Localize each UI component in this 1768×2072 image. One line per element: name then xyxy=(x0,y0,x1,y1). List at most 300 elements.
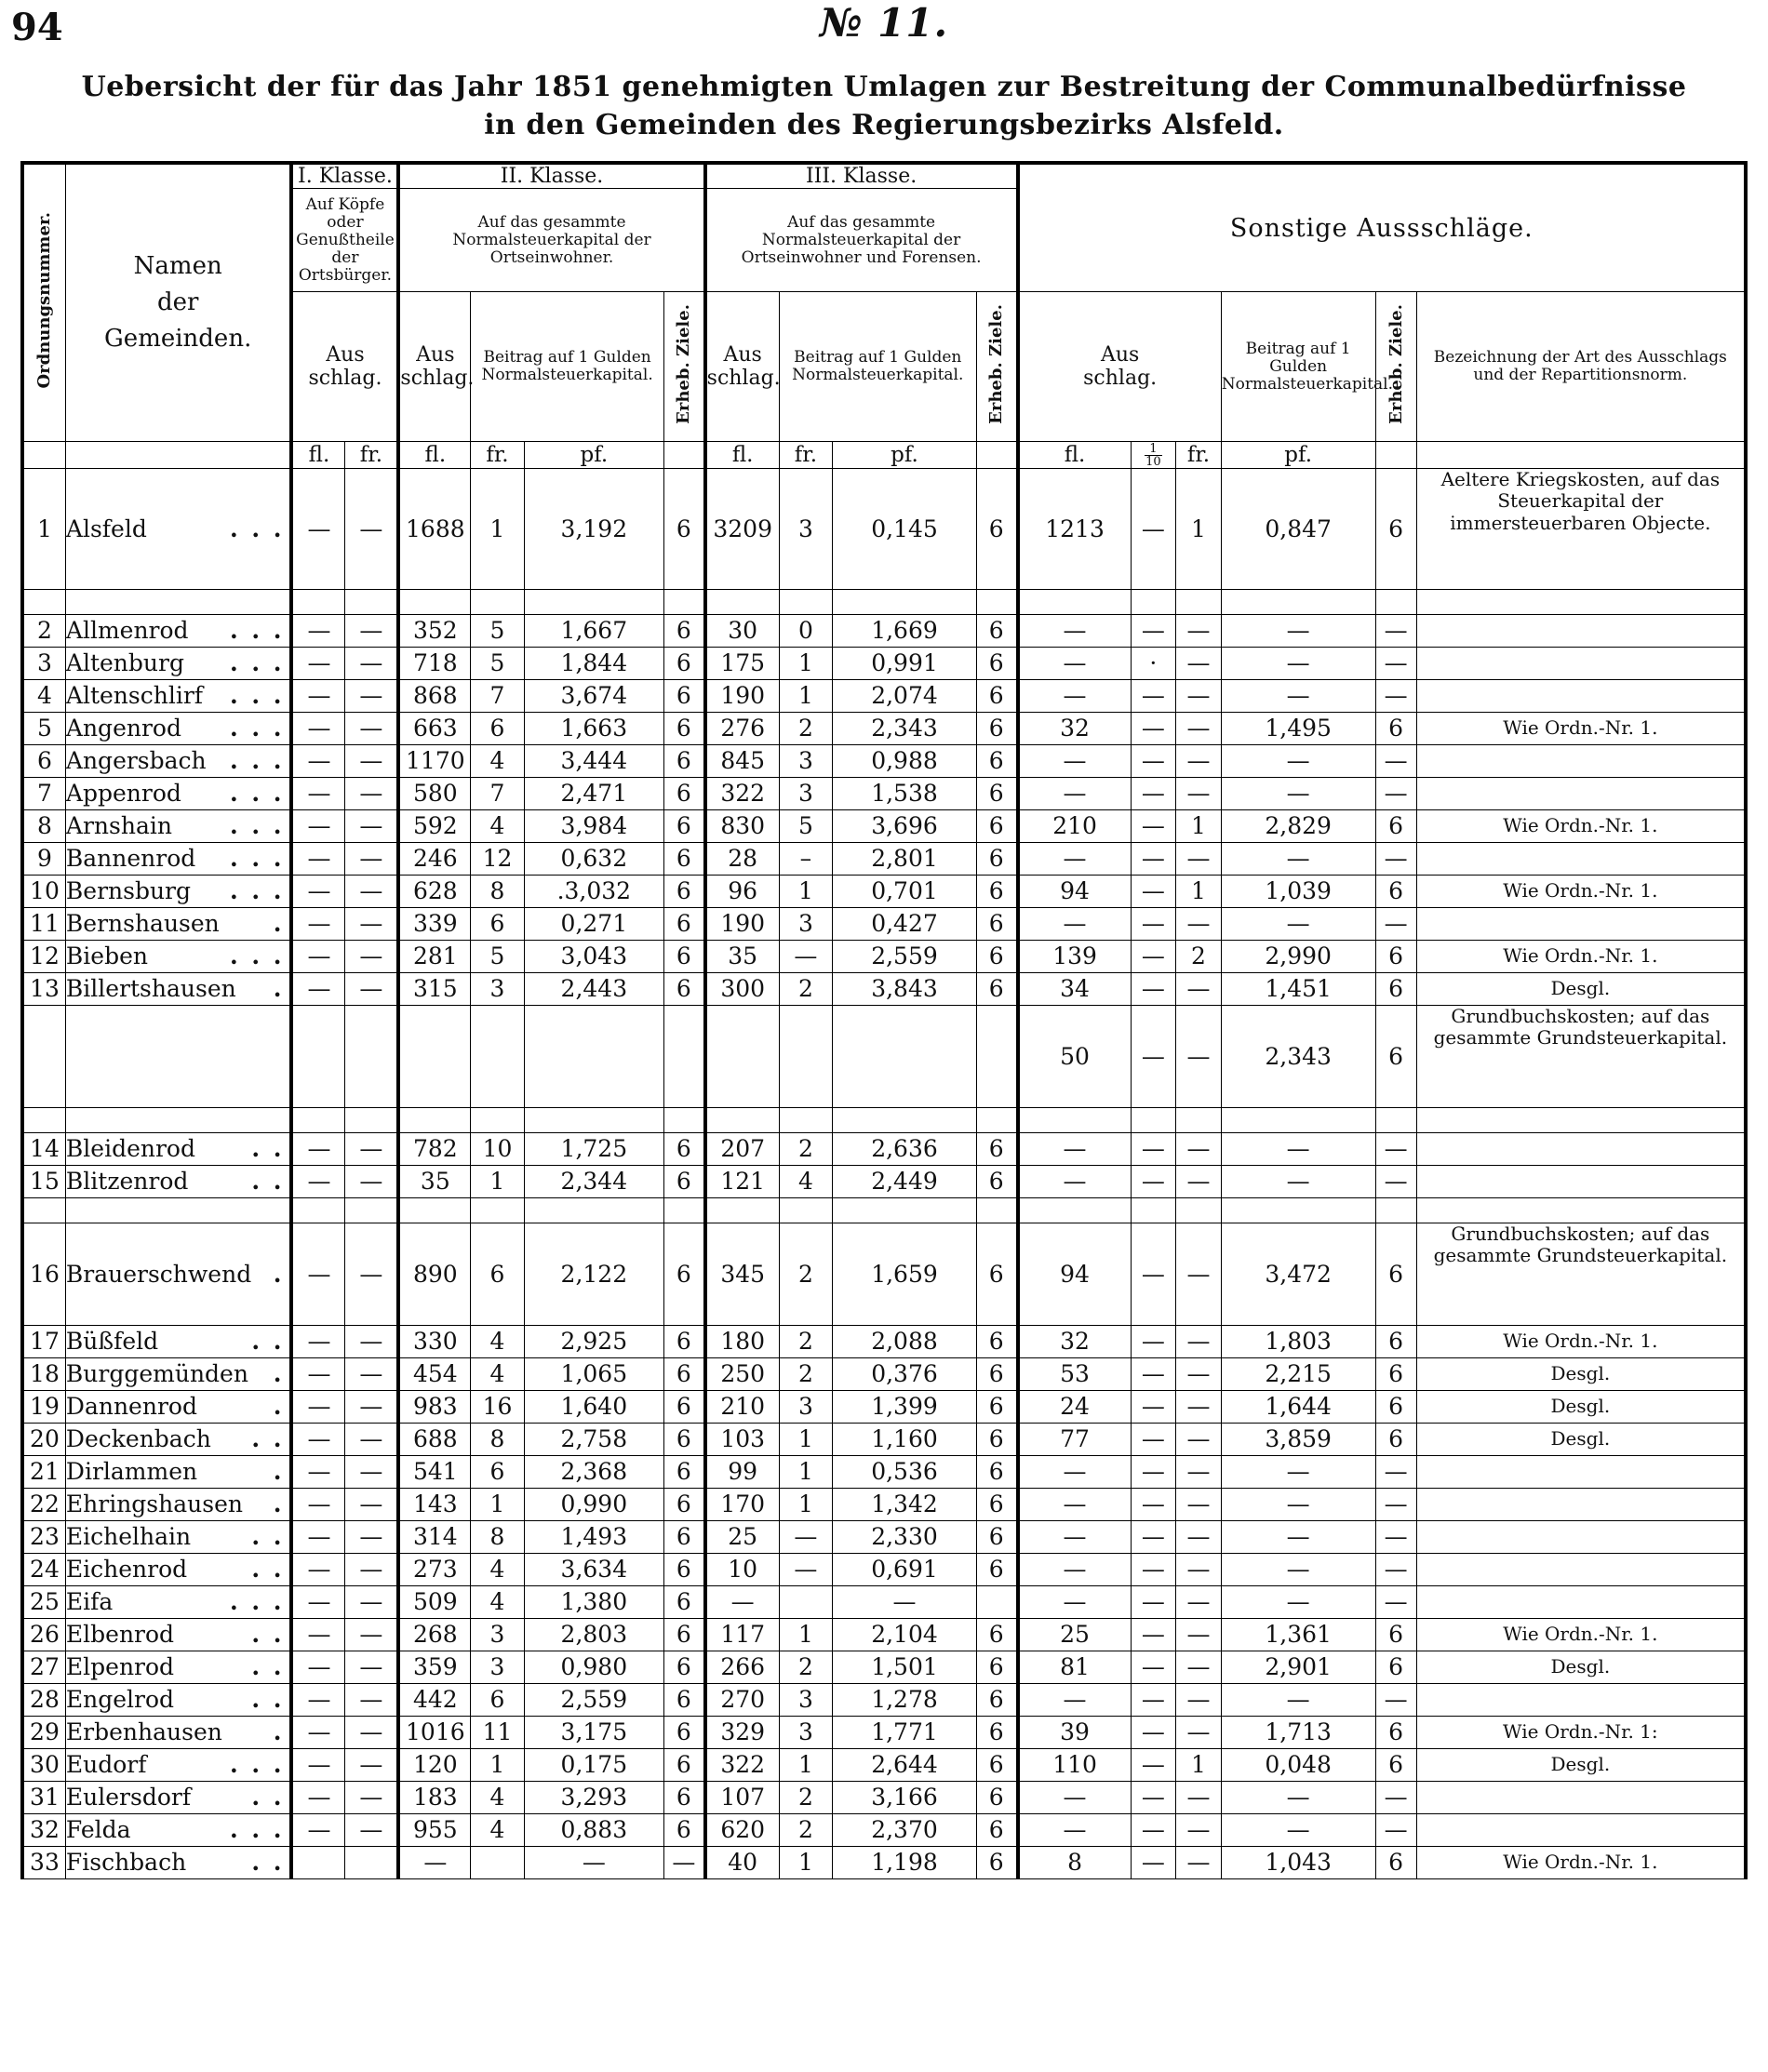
row-spacer xyxy=(22,1107,1746,1132)
cell-k3-pf: 1,501 xyxy=(833,1651,977,1683)
table-row[interactable] xyxy=(22,1585,1746,1618)
cell-k1-fl: — xyxy=(291,1748,344,1781)
cell-k1-fl: — xyxy=(291,940,344,972)
cell-gemeinde-name xyxy=(65,1781,291,1813)
table-row[interactable] xyxy=(22,1357,1746,1390)
cell-s-pf: — xyxy=(1221,1132,1375,1165)
cell-k3-fr: 3 xyxy=(779,907,832,940)
cell-k3-erhebziele: 6 xyxy=(976,1223,1017,1325)
table-row[interactable] xyxy=(22,972,1746,1005)
cell-bezeichnung: Wie Ordn.-Nr. 1. xyxy=(1416,1618,1746,1651)
cell-s-fr: — xyxy=(1176,1813,1222,1846)
cell-k1-fl xyxy=(291,1005,344,1107)
cell-k2-fl: 281 xyxy=(398,940,470,972)
cell-gemeinde-name xyxy=(65,1455,291,1488)
col-header-bezeichnung: Bezeichnung der Art des Ausschlags und der Repartitionsnorm. xyxy=(1416,292,1746,442)
cell-k1-fl: — xyxy=(291,1781,344,1813)
k1-ausschlag-l2: schlag. xyxy=(308,367,382,391)
cell-bezeichnung xyxy=(1416,1455,1746,1488)
communal-levies-table xyxy=(20,161,1748,1879)
cell-k1-fl: — xyxy=(291,647,344,679)
cell-gemeinde-name xyxy=(65,1390,291,1423)
cell-k2-fl: 268 xyxy=(398,1618,470,1651)
table-row[interactable] xyxy=(22,1651,1746,1683)
table-row[interactable] xyxy=(22,1618,1746,1651)
col-header-klasse3: III. Klasse. xyxy=(705,163,1018,189)
cell-bezeichnung: Grundbuchskosten; auf das gesammte Grundsteuerkapital. xyxy=(1416,1005,1746,1107)
cell-k3-erhebziele: 6 xyxy=(976,647,1017,679)
cell-k1-fl: — xyxy=(291,1165,344,1197)
spacer-cell xyxy=(976,1197,1017,1223)
cell-s-fr: 1 xyxy=(1176,809,1222,842)
cell-k3-fl xyxy=(705,1005,780,1107)
table-row[interactable] xyxy=(22,1813,1746,1846)
cell-k3-fl: 322 xyxy=(705,777,780,809)
leader-dots: . . . xyxy=(229,812,285,840)
table-row[interactable] xyxy=(22,1455,1746,1488)
cell-bezeichnung xyxy=(1416,777,1746,809)
cell-s-pf: — xyxy=(1221,1455,1375,1488)
cell-k1-fl: — xyxy=(291,1520,344,1553)
cell-s-zehntel: — xyxy=(1131,1651,1176,1683)
leader-dots: . . . xyxy=(229,780,285,808)
cell-ordnungsnummer: 30 xyxy=(22,1748,65,1781)
col-header-klasse1-sub: Auf Köpfe oder Genußtheile der Ortsbürger. xyxy=(291,189,398,292)
cell-s-pf: 1,644 xyxy=(1221,1390,1375,1423)
cell-ordnungsnummer: 16 xyxy=(22,1223,65,1325)
cell-k1-fl: — xyxy=(291,1455,344,1488)
cell-s-erhebziele: — xyxy=(1375,1553,1416,1585)
table-row[interactable] xyxy=(22,777,1746,809)
cell-k1-fr: — xyxy=(345,614,398,647)
cell-bezeichnung: Desgl. xyxy=(1416,1748,1746,1781)
spacer-cell xyxy=(1018,589,1132,614)
cell-bezeichnung: Wie Ordn.-Nr. 1. xyxy=(1416,712,1746,744)
cell-s-erhebziele: — xyxy=(1375,1813,1416,1846)
cell-s-zehntel: — xyxy=(1131,1618,1176,1651)
table-row[interactable] xyxy=(22,1846,1746,1878)
cell-s-erhebziele: 6 xyxy=(1375,940,1416,972)
col-header-k3-erhebziele xyxy=(976,292,1017,442)
cell-k3-fr: 1 xyxy=(779,1748,832,1781)
cell-k2-fr: 11 xyxy=(471,1716,524,1748)
spacer-cell xyxy=(705,1197,780,1223)
cell-s-zehntel: — xyxy=(1131,1223,1176,1325)
cell-s-pf: — xyxy=(1221,647,1375,679)
cell-k2-pf: 1,667 xyxy=(524,614,663,647)
cell-ordnungsnummer: 22 xyxy=(22,1488,65,1520)
cell-ordnungsnummer: 2 xyxy=(22,614,65,647)
cell-s-zehntel: — xyxy=(1131,679,1176,712)
cell-s-fl: 210 xyxy=(1018,809,1132,842)
cell-s-zehntel: — xyxy=(1131,1748,1176,1781)
spacer-cell xyxy=(1131,589,1176,614)
cell-s-zehntel: — xyxy=(1131,1132,1176,1165)
cell-k2-pf: 3,984 xyxy=(524,809,663,842)
cell-k3-fr: — xyxy=(779,940,832,972)
cell-bezeichnung xyxy=(1416,744,1746,777)
cell-k2-erhebziele: 6 xyxy=(663,875,704,907)
cell-k2-fr: 5 xyxy=(471,614,524,647)
spacer-cell xyxy=(65,1197,291,1223)
cell-k2-fr: 10 xyxy=(471,1132,524,1165)
cell-s-zehntel: — xyxy=(1131,1488,1176,1520)
cell-s-zehntel: — xyxy=(1131,1357,1176,1390)
table-row[interactable] xyxy=(22,679,1746,712)
cell-gemeinde-name xyxy=(65,1423,291,1455)
cell-k2-fl: 35 xyxy=(398,1165,470,1197)
table-row[interactable] xyxy=(22,1748,1746,1781)
cell-k2-erhebziele: 6 xyxy=(663,1716,704,1748)
cell-s-fr: — xyxy=(1176,777,1222,809)
cell-k3-fl: 175 xyxy=(705,647,780,679)
unit-k2-fl: fl. xyxy=(398,442,470,469)
cell-bezeichnung xyxy=(1416,1683,1746,1716)
cell-k2-fr xyxy=(471,1005,524,1107)
table-row[interactable] xyxy=(22,647,1746,679)
cell-k1-fr: — xyxy=(345,875,398,907)
cell-s-fr: 2 xyxy=(1176,940,1222,972)
cell-s-erhebziele: 6 xyxy=(1375,1223,1416,1325)
cell-gemeinde-name xyxy=(65,1716,291,1748)
col-header-klasse2: II. Klasse. xyxy=(398,163,704,189)
table-row[interactable] xyxy=(22,1683,1746,1716)
cell-bezeichnung: Desgl. xyxy=(1416,1357,1746,1390)
table-row[interactable] xyxy=(22,468,1746,589)
cell-k3-fl: — xyxy=(705,1585,780,1618)
cell-k2-pf: 0,271 xyxy=(524,907,663,940)
table-row[interactable] xyxy=(22,1423,1746,1455)
s-ausschlag-l2: schlag. xyxy=(1083,367,1158,391)
table-row[interactable] xyxy=(22,1005,1746,1107)
cell-s-fl: — xyxy=(1018,1520,1132,1553)
table-row[interactable] xyxy=(22,1488,1746,1520)
cell-s-erhebziele: — xyxy=(1375,907,1416,940)
cell-s-pf: 1,039 xyxy=(1221,875,1375,907)
cell-k2-fr: 6 xyxy=(471,1223,524,1325)
cell-k3-pf: 1,278 xyxy=(833,1683,977,1716)
cell-k2-erhebziele: 6 xyxy=(663,972,704,1005)
cell-s-fr: — xyxy=(1176,1132,1222,1165)
cell-k1-fr: — xyxy=(345,809,398,842)
cell-k2-erhebziele: 6 xyxy=(663,907,704,940)
table-row[interactable] xyxy=(22,712,1746,744)
unit-k3-fr: fr. xyxy=(779,442,832,469)
cell-k1-fl: — xyxy=(291,1357,344,1390)
cell-k3-fl: 28 xyxy=(705,842,780,875)
cell-k1-fl: — xyxy=(291,1223,344,1325)
table-row[interactable] xyxy=(22,1553,1746,1585)
leader-dots: . xyxy=(273,975,285,1003)
leader-dots: . . xyxy=(251,1784,285,1811)
cell-s-fl: — xyxy=(1018,679,1132,712)
cell-k2-erhebziele: 6 xyxy=(663,809,704,842)
col-header-k3-beitrag: Beitrag auf 1 Gulden Normalsteuerkapital. xyxy=(779,292,976,442)
col-header-sonstige: Sonstige Aussschläge. xyxy=(1018,163,1746,292)
cell-k2-fr: 5 xyxy=(471,647,524,679)
cell-k2-fl: 183 xyxy=(398,1781,470,1813)
cell-k2-fl: 273 xyxy=(398,1553,470,1585)
cell-s-fl: 1213 xyxy=(1018,468,1132,589)
cell-ordnungsnummer: 24 xyxy=(22,1553,65,1585)
leader-dots: . xyxy=(273,1718,285,1746)
spacer-cell xyxy=(1018,1197,1132,1223)
spacer-cell xyxy=(833,1197,977,1223)
cell-k1-fl: — xyxy=(291,1553,344,1585)
cell-k3-pf: 0,145 xyxy=(833,468,977,589)
cell-k3-erhebziele: 6 xyxy=(976,712,1017,744)
cell-k3-fl: 322 xyxy=(705,1748,780,1781)
cell-s-erhebziele: 6 xyxy=(1375,1748,1416,1781)
cell-s-erhebziele: — xyxy=(1375,679,1416,712)
col-header-k2-ausschlag xyxy=(398,292,475,442)
spacer-cell xyxy=(65,589,291,614)
cell-s-pf: 1,451 xyxy=(1221,972,1375,1005)
cell-s-pf: 3,859 xyxy=(1221,1423,1375,1455)
cell-s-zehntel: — xyxy=(1131,907,1176,940)
row-spacer xyxy=(22,589,1746,614)
gemeinde-label: Altenschlirf xyxy=(65,682,204,710)
cell-k3-fl: 180 xyxy=(705,1325,780,1357)
cell-s-pf: — xyxy=(1221,744,1375,777)
cell-ordnungsnummer: 20 xyxy=(22,1423,65,1455)
gemeinde-label: Eulersdorf xyxy=(65,1784,192,1811)
cell-s-fl: — xyxy=(1018,1553,1132,1585)
cell-k2-fl: 1688 xyxy=(398,468,470,589)
leader-dots: . . . xyxy=(229,515,285,542)
cell-s-fr: — xyxy=(1176,1585,1222,1618)
cell-gemeinde-name xyxy=(65,777,291,809)
cell-k3-fr: 3 xyxy=(779,468,832,589)
cell-k3-fl: 300 xyxy=(705,972,780,1005)
table-row[interactable] xyxy=(22,1781,1746,1813)
cell-gemeinde-name xyxy=(65,907,291,940)
table-row[interactable] xyxy=(22,842,1746,875)
cell-k2-fr: 3 xyxy=(471,1618,524,1651)
cell-k3-fr xyxy=(779,1005,832,1107)
cell-k3-pf: 2,644 xyxy=(833,1748,977,1781)
col-header-k2-beitrag: Beitrag auf 1 Gulden Normalsteuerkapital. xyxy=(471,292,664,442)
spacer-cell xyxy=(833,589,977,614)
cell-s-pf: 0,847 xyxy=(1221,468,1375,589)
cell-k2-pf: 1,493 xyxy=(524,1520,663,1553)
cell-k3-pf: 3,166 xyxy=(833,1781,977,1813)
cell-k3-pf: 2,559 xyxy=(833,940,977,972)
cell-ordnungsnummer: 23 xyxy=(22,1520,65,1553)
cell-bezeichnung xyxy=(1416,1781,1746,1813)
cell-k2-pf: 3,175 xyxy=(524,1716,663,1748)
cell-s-fl: 77 xyxy=(1018,1423,1132,1455)
cell-k2-fr: 7 xyxy=(471,777,524,809)
cell-s-erhebziele: 6 xyxy=(1375,1325,1416,1357)
cell-s-pf: 2,343 xyxy=(1221,1005,1375,1107)
spacer-cell xyxy=(1131,1197,1176,1223)
table-row[interactable] xyxy=(22,875,1746,907)
cell-s-zehntel: — xyxy=(1131,712,1176,744)
cell-k2-pf: 2,803 xyxy=(524,1618,663,1651)
cell-k3-fl: 30 xyxy=(705,614,780,647)
cell-k2-pf: 3,293 xyxy=(524,1781,663,1813)
unit-s-fr: fr. xyxy=(1176,442,1222,469)
cell-s-erhebziele: — xyxy=(1375,614,1416,647)
cell-k2-fr: 4 xyxy=(471,744,524,777)
cell-k3-fl: 329 xyxy=(705,1716,780,1748)
cell-s-erhebziele: 6 xyxy=(1375,809,1416,842)
spacer-cell xyxy=(663,1107,704,1132)
cell-k2-pf: 2,443 xyxy=(524,972,663,1005)
spacer-cell xyxy=(1416,589,1746,614)
cell-k2-fr: 1 xyxy=(471,1488,524,1520)
cell-k2-erhebziele: 6 xyxy=(663,1455,704,1488)
gemeinde-label: Deckenbach xyxy=(65,1425,211,1453)
ordnungsnummer-label: Ordnungsnummer. xyxy=(34,211,55,389)
cell-k1-fr xyxy=(345,1846,398,1878)
cell-k3-fr: 1 xyxy=(779,1618,832,1651)
table-row[interactable] xyxy=(22,809,1746,842)
cell-s-pf: 2,829 xyxy=(1221,809,1375,842)
spacer-cell xyxy=(976,1107,1017,1132)
table-row[interactable] xyxy=(22,940,1746,972)
cell-k3-pf: 0,536 xyxy=(833,1455,977,1488)
spacer-cell xyxy=(1375,1197,1416,1223)
cell-bezeichnung xyxy=(1416,1553,1746,1585)
cell-k1-fl: — xyxy=(291,1585,344,1618)
cell-k1-fr: — xyxy=(345,1651,398,1683)
gemeinde-label: Appenrod xyxy=(65,780,181,808)
table-row[interactable] xyxy=(22,1132,1746,1165)
cell-k1-fr: — xyxy=(345,940,398,972)
cell-s-fr: — xyxy=(1176,1716,1222,1748)
cell-s-pf: — xyxy=(1221,614,1375,647)
gemeinde-label: Büßfeld xyxy=(65,1328,159,1356)
leader-dots: . . xyxy=(251,1849,285,1877)
spacer-cell xyxy=(833,1107,977,1132)
cell-s-erhebziele: 6 xyxy=(1375,1423,1416,1455)
spacer-cell xyxy=(663,1197,704,1223)
cell-k2-fl: 314 xyxy=(398,1520,470,1553)
cell-k2-fl: — xyxy=(398,1846,470,1878)
cell-k1-fl: — xyxy=(291,875,344,907)
cell-k2-fl: 120 xyxy=(398,1748,470,1781)
cell-bezeichnung xyxy=(1416,1813,1746,1846)
cell-k3-erhebziele: 6 xyxy=(976,940,1017,972)
cell-k3-erhebziele: 6 xyxy=(976,777,1017,809)
table-row[interactable] xyxy=(22,907,1746,940)
cell-s-erhebziele: 6 xyxy=(1375,468,1416,589)
cell-k2-fr: 4 xyxy=(471,1781,524,1813)
cell-s-fl: 32 xyxy=(1018,712,1132,744)
spacer-cell xyxy=(1176,589,1222,614)
cell-s-pf: — xyxy=(1221,1813,1375,1846)
cell-k1-fr: — xyxy=(345,1553,398,1585)
cell-s-erhebziele: 6 xyxy=(1375,1716,1416,1748)
table-row[interactable] xyxy=(22,1390,1746,1423)
cell-k3-fr: 1 xyxy=(779,1488,832,1520)
cell-bezeichnung xyxy=(1416,1520,1746,1553)
cell-k1-fr: — xyxy=(345,1716,398,1748)
table-row[interactable] xyxy=(22,1223,1746,1325)
cell-k2-pf xyxy=(524,1005,663,1107)
cell-k3-pf: 2,088 xyxy=(833,1325,977,1357)
table-row[interactable] xyxy=(22,1716,1746,1748)
table-row[interactable] xyxy=(22,614,1746,647)
cell-gemeinde-name xyxy=(65,1748,291,1781)
cell-k3-fl: 276 xyxy=(705,712,780,744)
row-spacer xyxy=(22,1197,1746,1223)
table-row[interactable] xyxy=(22,1520,1746,1553)
cell-s-fr: — xyxy=(1176,614,1222,647)
col-header-s-erhebziele xyxy=(1375,292,1416,442)
cell-s-erhebziele: — xyxy=(1375,647,1416,679)
cell-k2-erhebziele: 6 xyxy=(663,940,704,972)
spacer-cell xyxy=(705,1107,780,1132)
cell-s-erhebziele: 6 xyxy=(1375,875,1416,907)
gemeinde-label: Bleidenrod xyxy=(65,1135,195,1163)
spacer-cell xyxy=(779,1197,832,1223)
cell-bezeichnung: Wie Ordn.-Nr. 1. xyxy=(1416,940,1746,972)
cell-k1-fr: — xyxy=(345,1748,398,1781)
cell-ordnungsnummer: 11 xyxy=(22,907,65,940)
cell-s-fl: — xyxy=(1018,1813,1132,1846)
cell-k2-erhebziele: 6 xyxy=(663,1585,704,1618)
leader-dots: . . . xyxy=(229,682,285,710)
leader-dots: . . . xyxy=(229,649,285,677)
cell-k3-fl: 40 xyxy=(705,1846,780,1878)
cell-gemeinde-name xyxy=(65,1165,291,1197)
cell-k2-erhebziele: 6 xyxy=(663,744,704,777)
leader-dots: . . xyxy=(251,1168,285,1196)
cell-s-zehntel: — xyxy=(1131,1005,1176,1107)
cell-s-fl: 94 xyxy=(1018,1223,1132,1325)
leader-dots: . . xyxy=(251,1328,285,1356)
col-header-s-beitrag: Beitrag auf 1 Gulden Normalsteuerkapital. xyxy=(1221,292,1375,442)
cell-k3-pf: 3,843 xyxy=(833,972,977,1005)
k2-ausschlag-l2: schlag. xyxy=(400,367,475,391)
cell-k2-pf: 0,980 xyxy=(524,1651,663,1683)
gemeinde-label: Allmenrod xyxy=(65,617,189,645)
cell-k2-fr: 16 xyxy=(471,1390,524,1423)
cell-k2-fl: 688 xyxy=(398,1423,470,1455)
cell-k3-fr: 2 xyxy=(779,1651,832,1683)
cell-k3-erhebziele: 6 xyxy=(976,1165,1017,1197)
spacer-cell xyxy=(471,1197,524,1223)
cell-k2-pf: 1,380 xyxy=(524,1585,663,1618)
cell-k2-erhebziele: 6 xyxy=(663,614,704,647)
cell-bezeichnung: Desgl. xyxy=(1416,972,1746,1005)
spacer-cell xyxy=(398,589,470,614)
table-row[interactable] xyxy=(22,1325,1746,1357)
gemeinde-label: Angenrod xyxy=(65,715,181,742)
cell-k2-fl: 509 xyxy=(398,1585,470,1618)
unit-k1-fr: fr. xyxy=(345,442,398,469)
cell-k2-pf: 1,065 xyxy=(524,1357,663,1390)
gemeinde-label: Elbenrod xyxy=(65,1621,175,1649)
cell-k2-erhebziele: 6 xyxy=(663,1618,704,1651)
leader-dots: . . . xyxy=(229,1751,285,1779)
cell-k2-pf: .3,032 xyxy=(524,875,663,907)
cell-s-fr: 1 xyxy=(1176,1748,1222,1781)
cell-s-fl: — xyxy=(1018,1585,1132,1618)
gemeinde-label: Alsfeld xyxy=(65,515,147,542)
table-row[interactable] xyxy=(22,744,1746,777)
cell-k3-erhebziele: 6 xyxy=(976,809,1017,842)
spacer-cell xyxy=(1375,589,1416,614)
k3-ausschlag-l2: schlag. xyxy=(706,367,781,391)
gemeinde-label: Brauerschwend xyxy=(65,1260,252,1288)
cell-s-fl: — xyxy=(1018,744,1132,777)
cell-k1-fr: — xyxy=(345,744,398,777)
table-row[interactable] xyxy=(22,1165,1746,1197)
